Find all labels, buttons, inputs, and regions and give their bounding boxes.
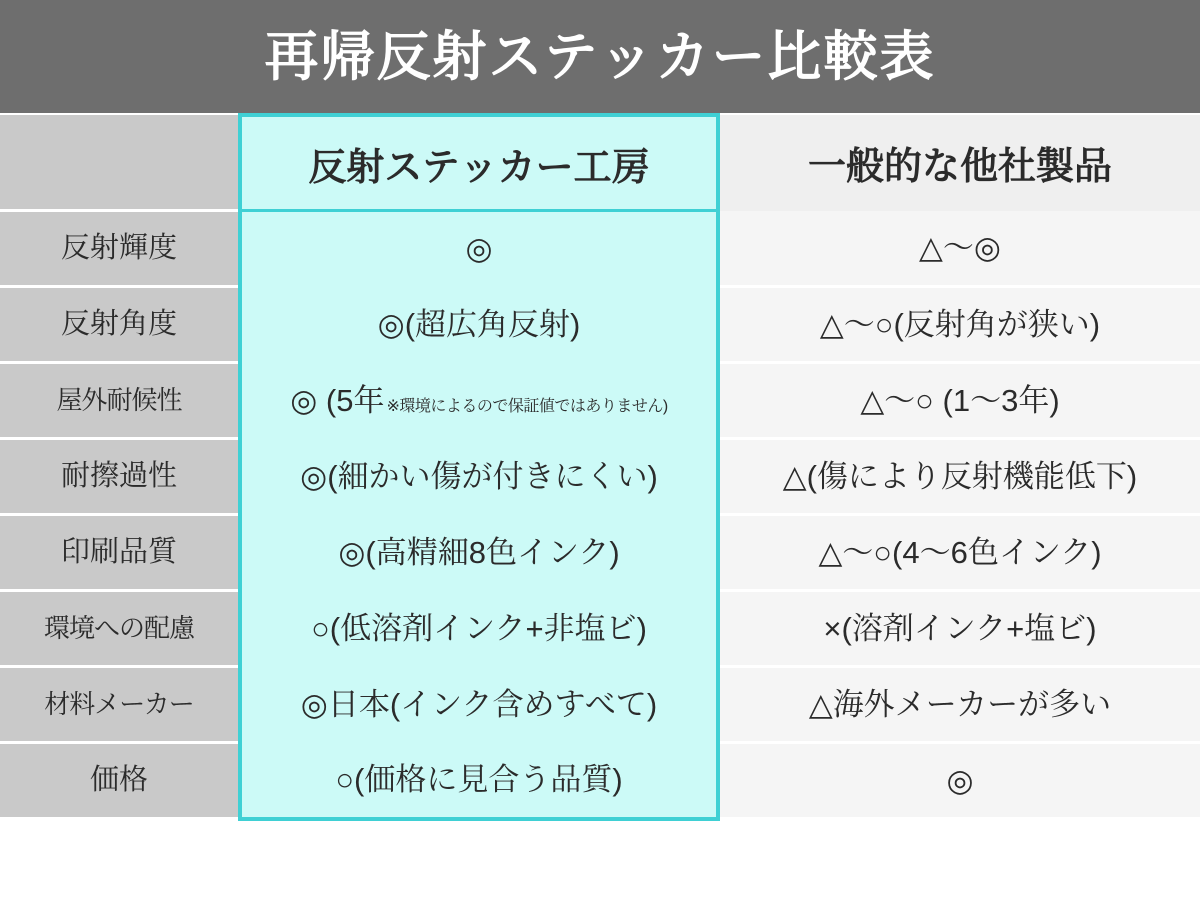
row-value-other: △〜○(4〜6色インク): [718, 515, 1200, 591]
row-label: 屋外耐候性: [0, 363, 240, 439]
row-value-ours: ○(価格に見合う品質): [240, 743, 718, 819]
table-row: [0, 287, 1200, 363]
row-label: 環境への配慮: [0, 591, 240, 667]
row-value-ours: ◎(細かい傷が付きにくい): [240, 439, 718, 515]
row-value-ours: ○(低溶剤インク+非塩ビ): [240, 591, 718, 667]
table-row: [0, 667, 1200, 743]
row-label: 反射角度: [0, 287, 240, 363]
header-cell-ours: 反射ステッカー工房: [240, 115, 718, 211]
row-label: 材料メーカー: [0, 667, 240, 743]
row-label: 反射輝度: [0, 211, 240, 287]
page-title-bar: [0, 0, 1200, 113]
table-row: [0, 591, 1200, 667]
row-value-other: ◎: [718, 743, 1200, 819]
page-title: 再帰反射ステッカー比較表: [264, 26, 936, 87]
row-value-ours: ◎日本(インク含めすべて): [240, 667, 718, 743]
row-value-ours: ◎: [240, 211, 718, 287]
row-value-other: △〜○(反射角が狭い): [718, 287, 1200, 363]
row-value-ours: ◎(超広角反射): [240, 287, 718, 363]
row-value-other: △(傷により反射機能低下): [718, 439, 1200, 515]
row-value-other: ×(溶剤インク+塩ビ): [718, 591, 1200, 667]
table-row: [0, 743, 1200, 819]
row-value-other: △〜○ (1〜3年): [718, 363, 1200, 439]
table-row: [0, 515, 1200, 591]
header-cell-blank: [0, 115, 240, 211]
row-label: 耐擦過性: [0, 439, 240, 515]
header-cell-other: 一般的な他社製品: [718, 115, 1200, 211]
comparison-table: [0, 113, 1200, 821]
row-value-ours-main: ◎ (5年: [290, 382, 385, 418]
row-value-ours-note: ※環境によるので保証値ではありません): [386, 397, 668, 415]
row-value-other: △〜◎: [718, 211, 1200, 287]
row-label: 価格: [0, 743, 240, 819]
row-value-ours: ◎(高精細8色インク): [240, 515, 718, 591]
table-row: [0, 439, 1200, 515]
table-row: [0, 211, 1200, 287]
table-row: [0, 363, 1200, 439]
row-value-other: △海外メーカーが多い: [718, 667, 1200, 743]
row-value-ours: [240, 363, 718, 439]
row-label: 印刷品質: [0, 515, 240, 591]
table-header-row: [0, 115, 1200, 211]
